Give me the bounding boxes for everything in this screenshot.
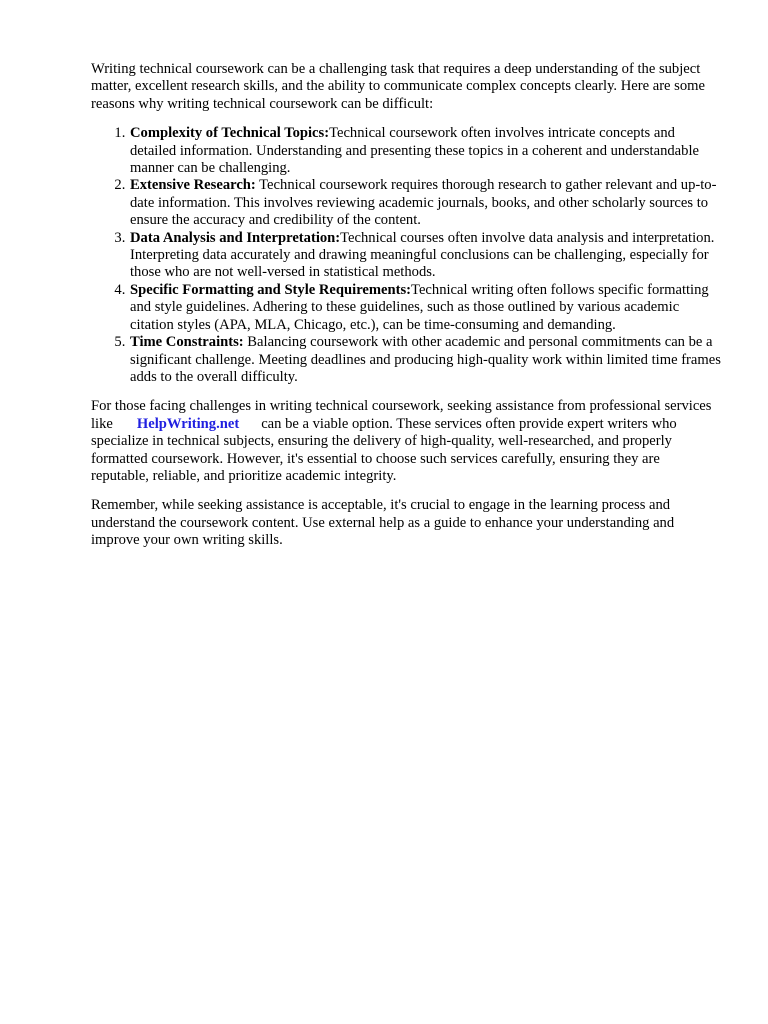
reason-title: Specific Formatting and Style Requirements:: [130, 281, 412, 298]
document-page: [91, 61, 721, 550]
reason-text: Balancing coursework with other academic and personal commitments can be a significant challenge. Meeting deadlines and producing high-quality work within limited time frames adds to the overall difficulty.: [130, 334, 721, 385]
reasons-list: [91, 125, 721, 386]
reason-title: Data Analysis and Interpretation:: [130, 229, 341, 246]
reason-text: Technical writing often follows specific formatting and style guidelines. Adhering to these guidelines, such as those outlined by various academic citation styles (APA, MLA, Chicago, etc.), can be time-consuming and demanding.: [130, 281, 709, 333]
assistance-text-before: For those facing challenges in writing technical coursework, seeking assistance from professional services like: [91, 398, 712, 432]
reason-text: Technical coursework requires thorough research to gather relevant and up-to-date information. This involves reviewing academic journals, books, and other scholarly sources to ensure the accuracy and credibility of the content.: [130, 177, 717, 229]
intro-paragraph: Writing technical coursework can be a challenging task that requires a deep understanding of the subject matter, excellent research skills, and the ability to communicate complex concepts clearly. Here are some reasons why writing technical coursework can be difficult:: [91, 61, 705, 112]
reason-title: Extensive Research:: [130, 177, 256, 194]
helpwriting-link[interactable]: HelpWriting.net: [136, 415, 240, 432]
closing-paragraph: Remember, while seeking assistance is acceptable, it's crucial to engage in the learning process and understand the coursework content. Use external help as a guide to enhance your understanding and improve your own writing skills.: [91, 497, 675, 549]
reason-text: Technical coursework often involves intricate concepts and detailed information. Understanding and presenting these topics in a coherent and understandable manner can be challenging.: [130, 125, 699, 177]
reason-item-time: [129, 334, 721, 386]
reason-text: Technical courses often involve data analysis and interpretation. Interpreting data accurately and drawing meaningful conclusions can be challenging, especially for those who are not well-versed in statistical methods.: [130, 229, 715, 281]
reason-item-formatting: [129, 282, 721, 334]
reason-title: Complexity of Technical Topics:: [130, 125, 330, 142]
reason-item-research: [129, 177, 721, 229]
assistance-text-after: can be a viable option. These services often provide expert writers who specialize in technical subjects, ensuring the delivery of high-quality, well-researched, and properly formatted coursework. However, it's essential to choose such services carefully, ensuring they are reputable, reliable, and prioritize academic integrity.: [91, 415, 677, 484]
reason-title: Time Constraints:: [130, 334, 244, 351]
reason-item-complexity: [129, 125, 721, 177]
assistance-paragraph: [91, 398, 721, 485]
reason-item-data-analysis: [129, 230, 721, 282]
